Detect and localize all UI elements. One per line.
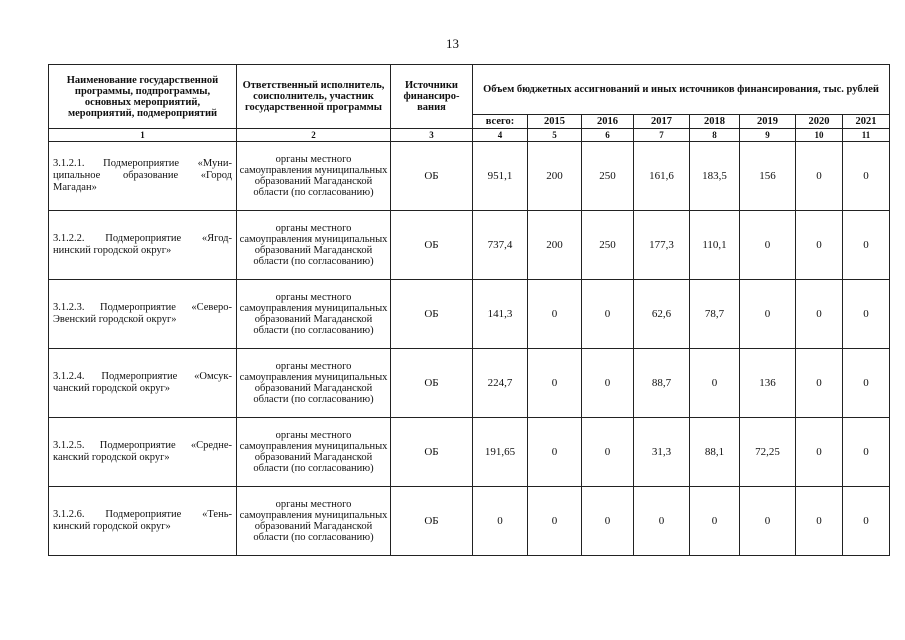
column-number: 8 xyxy=(690,129,740,142)
row-source: ОБ xyxy=(391,349,473,418)
row-name: 3.1.2.6. Подмероприятие «Тень-кинский городской округ» xyxy=(49,487,237,556)
row-year-value: 0 xyxy=(843,280,890,349)
row-name: 3.1.2.1. Подмероприятие «Муни-ципальное образование «Город Магадан» xyxy=(49,142,237,211)
row-year-value: 88,7 xyxy=(634,349,690,418)
row-year-value: 200 xyxy=(528,142,582,211)
row-total-value: 141,3 xyxy=(473,280,528,349)
row-source: ОБ xyxy=(391,487,473,556)
row-year-value: 0 xyxy=(796,487,843,556)
row-year-value: 0 xyxy=(528,349,582,418)
row-year-value: 0 xyxy=(740,280,796,349)
table-row xyxy=(49,418,890,487)
column-number: 6 xyxy=(582,129,634,142)
row-name: 3.1.2.2. Подмероприятие «Ягод-нинский городской округ» xyxy=(49,211,237,280)
header-year: 2018 xyxy=(690,115,740,129)
table-row xyxy=(49,349,890,418)
row-year-value: 0 xyxy=(690,349,740,418)
row-year-value: 0 xyxy=(796,418,843,487)
row-year-value: 177,3 xyxy=(634,211,690,280)
row-year-value: 88,1 xyxy=(690,418,740,487)
column-number: 1 xyxy=(49,129,237,142)
row-year-value: 183,5 xyxy=(690,142,740,211)
header-year: 2016 xyxy=(582,115,634,129)
row-year-value: 0 xyxy=(843,487,890,556)
row-executor: органы местного самоуправления муниципальных образований Магаданской области (по согласованию) xyxy=(237,142,391,211)
row-year-value: 0 xyxy=(843,418,890,487)
header-total: всего: xyxy=(473,115,528,129)
row-year-value: 0 xyxy=(843,211,890,280)
row-year-value: 250 xyxy=(582,142,634,211)
header-budget: Объем бюджетных ассигнований и иных источников финансирования, тыс. рублей xyxy=(473,65,890,115)
column-number: 2 xyxy=(237,129,391,142)
table-row xyxy=(49,280,890,349)
column-numbers-row xyxy=(49,129,890,142)
row-year-value: 0 xyxy=(582,418,634,487)
column-number: 10 xyxy=(796,129,843,142)
header-row xyxy=(49,65,890,115)
row-executor: органы местного самоуправления муниципальных образований Магаданской области (по согласованию) xyxy=(237,418,391,487)
header-year: 2021 xyxy=(843,115,890,129)
table-row xyxy=(49,487,890,556)
row-year-value: 78,7 xyxy=(690,280,740,349)
row-year-value: 0 xyxy=(796,349,843,418)
column-number: 9 xyxy=(740,129,796,142)
row-year-value: 0 xyxy=(843,349,890,418)
row-total-value: 191,65 xyxy=(473,418,528,487)
row-executor: органы местного самоуправления муниципальных образований Магаданской области (по согласованию) xyxy=(237,211,391,280)
header-year: 2020 xyxy=(796,115,843,129)
row-year-value: 0 xyxy=(528,280,582,349)
row-total-value: 224,7 xyxy=(473,349,528,418)
header-source: Источники финансиро-вания xyxy=(391,65,473,129)
table-row xyxy=(49,142,890,211)
row-total-value: 951,1 xyxy=(473,142,528,211)
row-year-value: 156 xyxy=(740,142,796,211)
column-number: 5 xyxy=(528,129,582,142)
row-year-value: 0 xyxy=(690,487,740,556)
row-year-value: 161,6 xyxy=(634,142,690,211)
row-source: ОБ xyxy=(391,211,473,280)
row-year-value: 250 xyxy=(582,211,634,280)
column-number: 4 xyxy=(473,129,528,142)
row-year-value: 0 xyxy=(528,487,582,556)
row-year-value: 136 xyxy=(740,349,796,418)
row-year-value: 31,3 xyxy=(634,418,690,487)
row-year-value: 0 xyxy=(740,487,796,556)
column-number: 11 xyxy=(843,129,890,142)
header-executor: Ответственный исполнитель, соисполнитель, участник государственной программы xyxy=(237,65,391,129)
row-year-value: 62,6 xyxy=(634,280,690,349)
table-row xyxy=(49,211,890,280)
row-total-value: 0 xyxy=(473,487,528,556)
header-year: 2015 xyxy=(528,115,582,129)
header-name: Наименование государственной программы, подпрограммы, основных мероприятий, мероприятий, подмероприятий xyxy=(49,65,237,129)
budget-table xyxy=(48,64,890,556)
row-year-value: 0 xyxy=(582,349,634,418)
row-year-value: 200 xyxy=(528,211,582,280)
row-year-value: 72,25 xyxy=(740,418,796,487)
row-year-value: 0 xyxy=(796,280,843,349)
row-total-value: 737,4 xyxy=(473,211,528,280)
row-source: ОБ xyxy=(391,418,473,487)
row-name: 3.1.2.3. Подмероприятие «Северо-Эвенский городской округ» xyxy=(49,280,237,349)
row-name: 3.1.2.4. Подмероприятие «Омсук-чанский городской округ» xyxy=(49,349,237,418)
row-year-value: 0 xyxy=(843,142,890,211)
row-year-value: 0 xyxy=(528,418,582,487)
row-year-value: 0 xyxy=(582,280,634,349)
row-source: ОБ xyxy=(391,280,473,349)
page-number: 13 xyxy=(446,36,459,51)
header-year: 2017 xyxy=(634,115,690,129)
column-number: 3 xyxy=(391,129,473,142)
row-executor: органы местного самоуправления муниципальных образований Магаданской области (по согласованию) xyxy=(237,349,391,418)
row-year-value: 0 xyxy=(796,142,843,211)
row-executor: органы местного самоуправления муниципальных образований Магаданской области (по согласованию) xyxy=(237,487,391,556)
header-year: 2019 xyxy=(740,115,796,129)
row-year-value: 0 xyxy=(796,211,843,280)
row-year-value: 0 xyxy=(582,487,634,556)
row-source: ОБ xyxy=(391,142,473,211)
row-year-value: 0 xyxy=(634,487,690,556)
row-name: 3.1.2.5. Подмероприятие «Средне-канский городской округ» xyxy=(49,418,237,487)
column-number: 7 xyxy=(634,129,690,142)
row-year-value: 110,1 xyxy=(690,211,740,280)
row-executor: органы местного самоуправления муниципальных образований Магаданской области (по согласованию) xyxy=(237,280,391,349)
row-year-value: 0 xyxy=(740,211,796,280)
